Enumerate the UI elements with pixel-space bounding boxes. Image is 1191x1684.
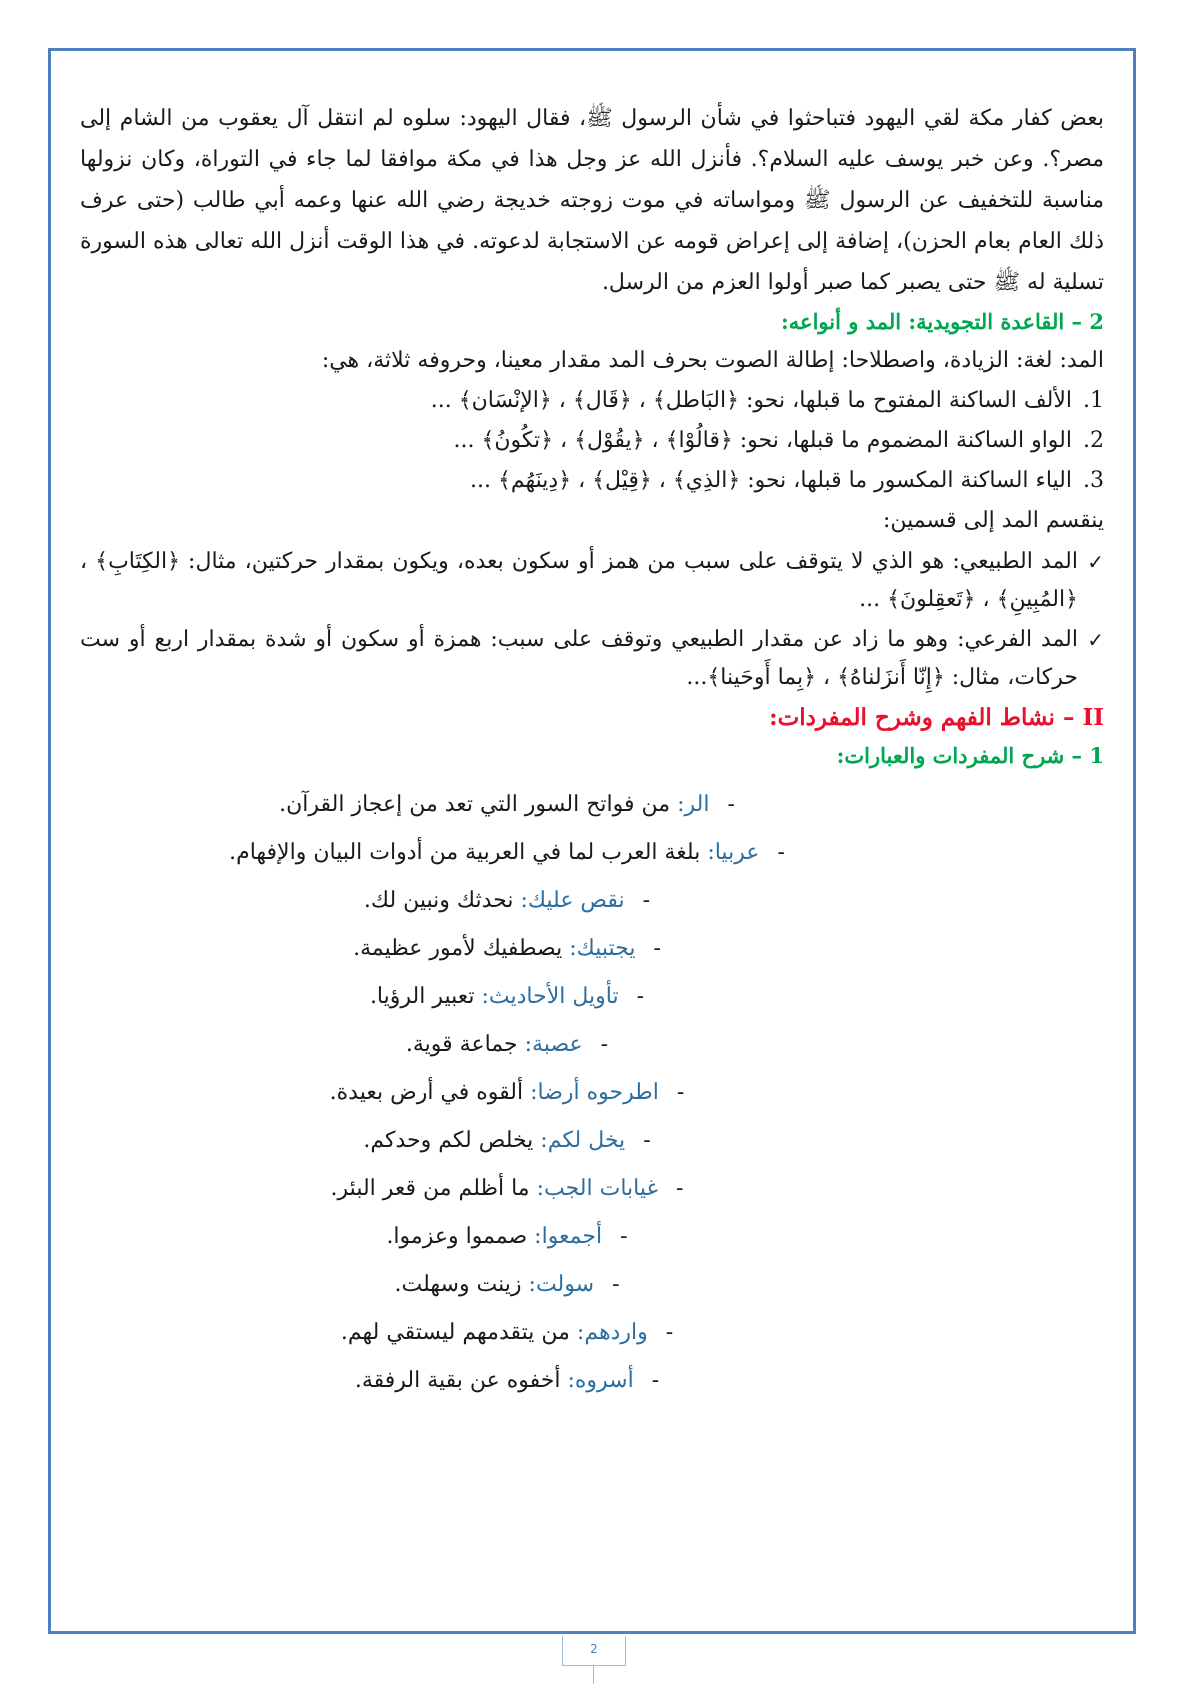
vocab-def: نحدثك ونبين لك.	[363, 888, 521, 913]
dash: -	[651, 1368, 660, 1393]
dash: -	[676, 1176, 684, 1201]
vocab-def: ألقوه في أرض بعيدة.	[329, 1080, 531, 1105]
dash: -	[676, 1080, 685, 1105]
vocab-def: يصطفيك لأمور عظيمة.	[353, 936, 570, 961]
vocab-term: أسروه:	[567, 1368, 634, 1393]
vocab-item	[80, 973, 934, 1021]
vocab-term: عصبة:	[524, 1032, 583, 1057]
vocab-term: غيابات الجب:	[536, 1176, 658, 1201]
vocab-term: سولت:	[528, 1272, 595, 1297]
list-item	[80, 421, 1104, 461]
vocab-def: صمموا وعزموا.	[386, 1224, 535, 1249]
dash: -	[620, 1224, 628, 1249]
vocab-term: تأويل الأحاديث:	[481, 984, 619, 1009]
vocab-term: نقص عليك:	[520, 888, 625, 913]
dash: -	[636, 984, 645, 1009]
vocab-term: واردهم:	[576, 1320, 648, 1345]
vocab-item	[80, 925, 934, 973]
section-heading: II – نشاط الفهم وشرح المفردات:	[769, 704, 1104, 731]
dash: -	[653, 936, 661, 961]
vocab-def: من فواتح السور التي تعد من إعجاز القرآن.	[279, 792, 678, 817]
vocab-item	[80, 1309, 934, 1357]
vocab-heading: 1 – شرح المفردات والعبارات:	[836, 743, 1104, 768]
dash: -	[600, 1032, 609, 1057]
vocab-term: يجتبيك:	[569, 936, 636, 961]
vocab-item	[80, 1069, 934, 1117]
madd-type-text: المد الفرعي: وهو ما زاد عن مقدار الطبيعي وتوقف على سبب: همزة أو سكون أو شدة بمقدار اربع أو ست حركات، مثال: ﴿إِنّا أَنزَلناهُ﴾ ، ﴿بِما أَوحَينا﴾...	[80, 627, 1078, 690]
page-number-tick	[593, 1666, 594, 1684]
list-text: الياء الساكنة المكسور ما قبلها، نحو: ﴿الذِي﴾ ، ﴿قِيْل﴾ ، ﴿دِينَهُم﴾ ...	[469, 468, 1072, 493]
list-number: 1.	[1083, 388, 1104, 413]
list-number: 2.	[1083, 428, 1104, 453]
dash: -	[777, 840, 785, 865]
list-text: الألف الساكنة المفتوح ما قبلها، نحو: ﴿البَاطل﴾ ، ﴿قَال﴾ ، ﴿الإنْسَان﴾ ...	[430, 388, 1072, 413]
list-text: الواو الساكنة المضموم ما قبلها، نحو: ﴿قالُوْا﴾ ، ﴿يقُوْل﴾ ، ﴿تكُونُ﴾ ...	[453, 428, 1072, 453]
vocab-def: بلغة العرب لما في العربية من أدوات البيان والإفهام.	[229, 840, 708, 865]
check-icon: ✓	[1087, 628, 1104, 652]
vocab-def: من يتقدمهم ليستقي لهم.	[340, 1320, 577, 1345]
vocab-term: عربيا:	[707, 840, 760, 865]
dash: -	[665, 1320, 674, 1345]
vocab-def: أخفوه عن بقية الرفقة.	[354, 1368, 568, 1393]
intro-paragraph: بعض كفار مكة لقي اليهود فتباحثوا في شأن الرسول ﷺ، فقال اليهود: سلوه لم انتقل آل يعقوب من الشام إلى مصر؟. وعن خبر يوسف عليه السلام؟. فأنزل الله عز وجل هذا في مكة موافقا لما جاء في التوراة، وكان نزولها مناسبة للتخفيف عن الرسول ﷺ ومواساته في موت زوجته خديجة رضي الله عنها وعمه أبي طالب (حتى عرف ذلك العام بعام الحزن)، إضافة إلى إعراض قومه عن الاستجابة لدعوته. في هذا الوقت أنزل الله تعالى هذه السورة تسلية له ﷺ حتى يصبر كما صبر أولوا العزم من الرسل.	[80, 106, 1104, 295]
vocab-item	[80, 1165, 934, 1213]
tajweed-heading: 2 – القاعدة التجويدية: المد و أنواعه:	[781, 309, 1104, 334]
vocab-def: ما أظلم من قعر البئر.	[330, 1176, 537, 1201]
madd-type-natural	[80, 543, 1104, 619]
dash: -	[643, 1128, 651, 1153]
vocab-def: جماعة قوية.	[405, 1032, 525, 1057]
vocab-item	[80, 1261, 934, 1309]
vocab-item	[80, 1117, 934, 1165]
vocab-item	[80, 829, 934, 877]
list-item	[80, 461, 1104, 501]
vocab-term: الر:	[677, 792, 710, 817]
madd-type-text: المد الطبيعي: هو الذي لا يتوقف على سبب من همز أو سكون بعده، ويكون بمقدار حركتين، مثال: ﴿الكِتَابِ﴾ ، ﴿المُبِينِ﴾ ، ﴿تَعقِلونَ﴾ ...	[80, 549, 1078, 612]
vocab-def: يخلص لكم وحدكم.	[363, 1128, 541, 1153]
dash: -	[642, 888, 651, 913]
page-number: 2	[562, 1636, 626, 1666]
vocab-item	[80, 877, 934, 925]
vocab-term: أجمعوا:	[534, 1224, 603, 1249]
madd-division: ينقسم المد إلى قسمين:	[882, 508, 1104, 533]
vocab-item	[80, 1213, 934, 1261]
madd-definition: المد: لغة: الزيادة، واصطلاحا: إطالة الصوت بحرف المد مقدار معينا، وحروفه ثلاثة، هي:	[321, 348, 1104, 373]
vocab-term: يخل لكم:	[540, 1128, 626, 1153]
madd-type-secondary	[80, 621, 1104, 697]
vocab-def: تعبير الرؤيا.	[369, 984, 482, 1009]
madd-letters-list	[80, 381, 1104, 501]
vocab-def: زينت وسهلت.	[394, 1272, 529, 1297]
dash: -	[727, 792, 735, 817]
list-item	[80, 381, 1104, 421]
vocab-item	[80, 1357, 934, 1405]
vocab-term: اطرحوه أرضا:	[530, 1080, 659, 1105]
vocab-list	[80, 781, 1104, 1405]
vocab-item	[80, 1021, 934, 1069]
list-number: 3.	[1083, 468, 1104, 493]
vocab-item	[80, 781, 934, 829]
page-content	[80, 98, 1104, 1405]
check-icon: ✓	[1087, 550, 1104, 574]
dash: -	[612, 1272, 620, 1297]
